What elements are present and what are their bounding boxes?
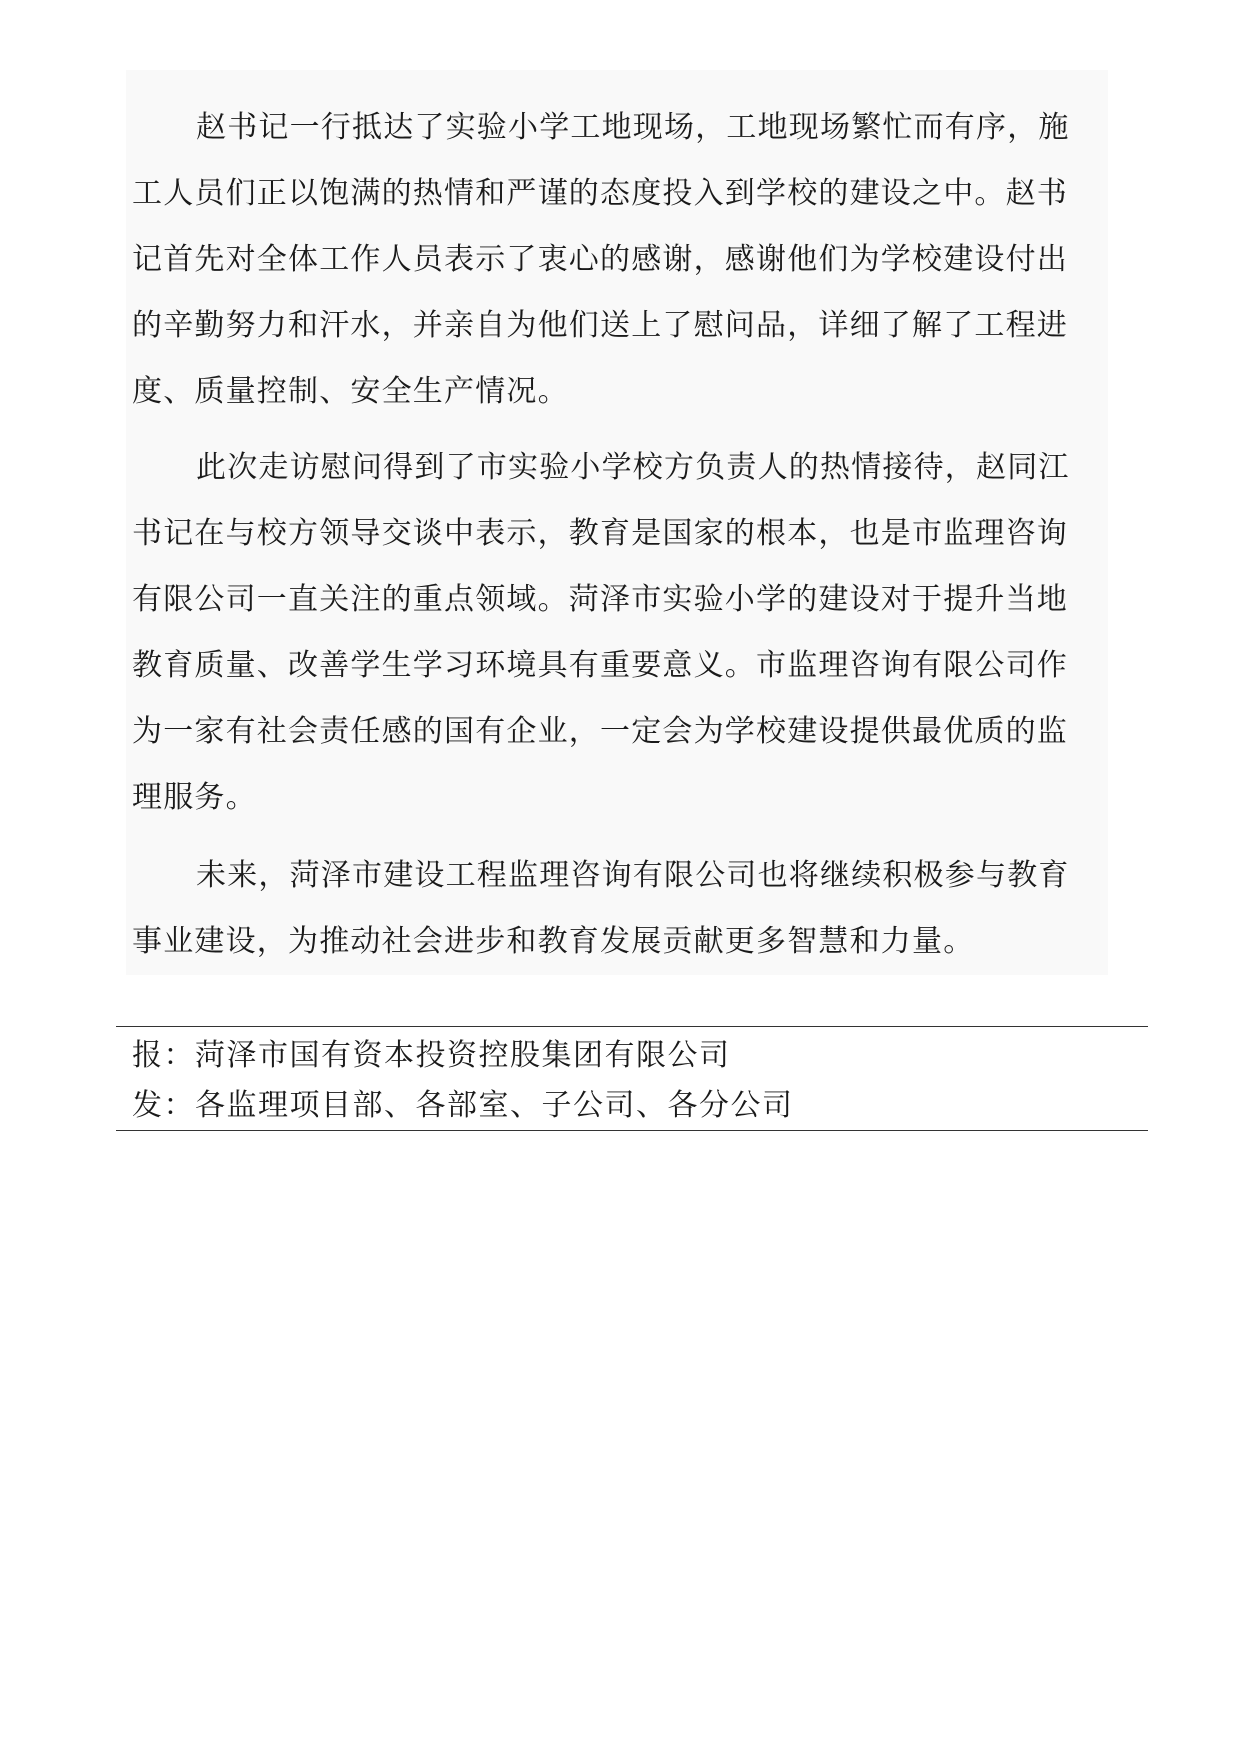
distribution-bottom-rule xyxy=(116,1130,1148,1131)
paragraph-school-reception: 此次走访慰问得到了市实验小学校方负责人的热情接待，赵同江书记在与校方领导交谈中表示，教育是国家的根本，也是市监理咨询有限公司一直关注的重点领域。菏泽市实验小学的建设对于提升当地教育质量、改善学生学习环境具有重要意义。市监理咨询有限公司作为一家有社会责任感的国有企业，一定会为学校建设提供最优质的监理服务。 xyxy=(132,450,1070,815)
paragraph-future-commitment: 未来，菏泽市建设工程监理咨询有限公司也将继续积极参与教育事业建设，为推动社会进步和教育发展贡献更多智慧和力量。 xyxy=(132,858,1070,959)
report-to-line: 报：菏泽市国有资本投资控股集团有限公司 xyxy=(132,1038,731,1073)
paragraph-site-visit: 赵书记一行抵达了实验小学工地现场，工地现场繁忙而有序，施工人员们正以饱满的热情和严谨的态度投入到学校的建设之中。赵书记首先对全体工作人员表示了衷心的感谢，感谢他们为学校建设付出的辛勤努力和汗水，并亲自为他们送上了慰问品，详细了解了工程进度、质量控制、安全生产情况。 xyxy=(132,110,1070,409)
distribution-top-rule xyxy=(116,1026,1148,1027)
distribute-to-line: 发：各监理项目部、各部室、子公司、各分公司 xyxy=(132,1088,794,1123)
